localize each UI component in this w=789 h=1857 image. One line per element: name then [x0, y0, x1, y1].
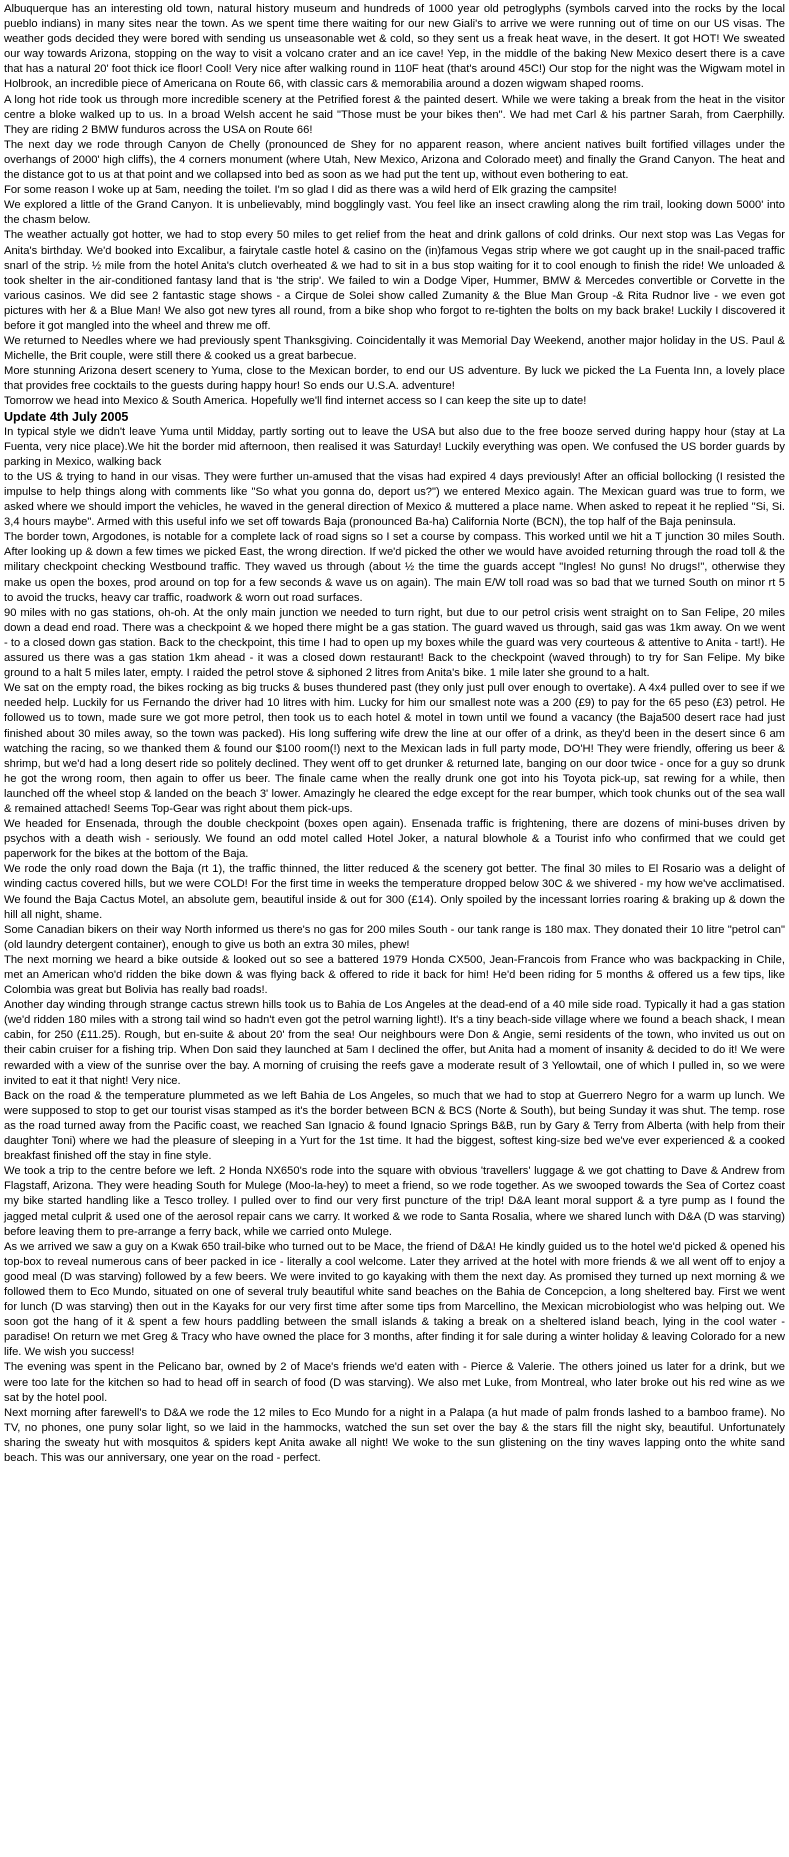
- paragraph-el-rosario: We rode the only road down the Baja (rt 1), the traffic thinned, the litter reduced & the scenery got better. The final 30 miles to El Rosario was a delight of winding cactus covered hills, but we were COLD! For the first time in weeks the temperature dropped below 30C & we shivered - my how we've acclimatised. We found the Baja Cactus Motel, an absolute gem, beautiful inside & out for 300 (£14). Only spoiled by the incessant lorries roaring & braking up & down the hill all night, shame.: [4, 863, 785, 921]
- paragraph-puncture: We took a trip to the centre before we left. 2 Honda NX650's rode into the square with obvious 'travellers' luggage & we got chatting to Dave & Andrew from Flagstaff, Arizona. They were heading South for Mulege (Moo-la-hey) to meet a friend, so we rode together. As we swooped towards the Sea of Cortez coast my bike started handling like a Tesco trolley. I pulled over to find our very first puncture of the trip! D&A leant moral support & a tyre pump as I found the jagged metal culprit & used one of the aerosol repair cans we carry. It worked & we rode to Santa Rosalia, where we shared lunch with D&A (D was starving) before leaving them to pre-arrange a ferry back, while we carried onto Mulege.: [4, 1165, 785, 1238]
- paragraph-palapa: Next morning after farewell's to D&A we rode the 12 miles to Eco Mundo for a night in a Palapa (a hut made of palm fronds lashed to a bamboo frame). No TV, no phones, one puny solar light, so we laid in the hammocks, watched the sun set over the bay & the stars fill the night sky, beautiful. Unfortunately sharing the sweaty hut with mosquitos & spiders kept Anita awake all night! We woke to the sun glistening on the tiny waves lapping onto the white sand beach. This was our anniversary, one year on the road - perfect.: [4, 1406, 785, 1464]
- paragraph-ensenada: We headed for Ensenada, through the double checkpoint (boxes open again). Ensenada traffic is frightening, there are dozens of mini-buses driven by psychos with a death wish - seriously. We found an odd motel called Hotel Joker, a natural blowhole & a Tourist info who confirmed that we could get paperwork for the bikes at the bottom of the Baja.: [4, 818, 785, 861]
- paragraph-grand-canyon: We explored a little of the Grand Canyon. It is unbelievably, mind bogglingly vast. You feel like an insect crawling along the rim trail, looking down 5000' into the chasm below.: [4, 199, 785, 227]
- paragraph-canadian-bikers: Some Canadian bikers on their way North informed us there's no gas for 200 miles South - our tank range is 180 max. They donated their 10 litre "petrol can" (old laundry detergent container), enough to give us both an extra 30 miles, phew!: [4, 923, 785, 951]
- paragraph-petrified-forest: A long hot ride took us through more incredible scenery at the Petrified forest & the painted desert. While we were taking a break from the heat in the visitor centre a bloke walked up to us. In a broad Welsh accent he said "Those must be your bikes then". We had met Carl & his partner Sarah, from Caerphilly. They are riding 2 BMW funduros across the USA on Route 66!: [4, 93, 785, 136]
- paragraph-fernando: We sat on the empty road, the bikes rocking as big trucks & buses thundered past (they only just pull over enough to overtake). A 4x4 pulled over to see if we needed help. Luckily for us Fernando the driver had 10 litres with him. Lucky for him our smallest note was a 200 (£9) to pay for the 65 peso (£3) petrol. He followed us to town, made sure we got more petrol, then took us to each hotel & motel in town until we found a vacancy (the Baja500 desert race had just finished about 30 miles away, so the town was packed). His long suffering wife drew the line at our offer of a drink, as they'd been in the desert since 6 am watching the racing, so we thanked them & found our $100 room(!) next to the Mexican lads in full party mode, DO'H! They were friendly, offering us beer & shrimp, but we'd had a long desert ride so politely declined. They went off to get drunker & returned late, banging on our door twice - once for a guy so drunk he got the wrong room, then again to offer us beer. The finale came when the really drunk one got into his Toyota pick-up, sat rewing for a while, then launched off the wheel stop & landed on the beach 3' lower. Amazingly he cleared the edge except for the rear bumper, which took chunks out of the sea wall & remained attached! Seems Top-Gear was right about them pick-ups.: [4, 682, 785, 815]
- paragraph-elk: For some reason I woke up at 5am, needing the toilet. I'm so glad I did as there was a wild herd of Elk grazing the campsite!: [4, 184, 617, 197]
- update-heading: Update 4th July 2005: [4, 409, 129, 424]
- paragraph-argodones: The border town, Argodones, is notable for a complete lack of road signs so I set a course by compass. This worked until we hit a T junction 30 miles South. After looking up & down a few times we picked East, the wrong direction. If we'd picked the other we would have avoided returning through the road toll & the military checkpoint checking Westbound traffic. They waved us through (about ½ the time the guards accept "Ingles! No guns! No drugs!", otherwise they make us open the boxes, prod around on top for a few seconds & wave us on again). The main E/W toll road was so bad that we turned South on minor rt 5 to avoid the trucks, heavy car traffic, roadwork & worn out road surfaces.: [4, 531, 785, 604]
- paragraph-albuquerque: Albuquerque has an interesting old town, natural history museum and hundreds of 1000 year old petroglyphs (symbols carved into the rocks by the local pueblo indians) in many sites near the town. As we spent time there waiting for our new Giali's to arrive we were running out of time on our US visas. The weather gods decided they were bored with sending us unseasonable wet & cold, so they sent us a freak heat wave, in the desert. It got HOT! We sweated our way towards Arizona, stopping on the way to visit a volcano crater and an ice cave! Yep, in the middle of the baking New Mexico desert there is a cave that has a natural 20' foot thick ice floor! Cool! Very nice after walking round in 110F heat (that's around 45C!) Our stop for the night was the Wigwam motel in Holbrook, an incredible piece of Americana on Route 66, with classic cars & memorabilia around a dozen wigwam shaped rooms.: [4, 3, 785, 91]
- paragraph-tomorrow: Tomorrow we head into Mexico & South America. Hopefully we'll find internet access so I can keep the site up to date!: [4, 395, 587, 408]
- paragraph-needles: We returned to Needles where we had previously spent Thanksgiving. Coincidentally it was Memorial Day Weekend, another major holiday in the US. Paul & Michelle, the Brit couple, were still there & cooked us a great barbecue.: [4, 335, 785, 363]
- paragraph-mulege: As we arrived we saw a guy on a Kwak 650 trail-bike who turned out to be Mace, the friend of D&A! He kindly guided us to the hotel we'd picked & opened his top-box to reveal numerous cans of beer packed in ice - literally a cool welcome. Later they arrived at the hotel with more friends & we all went off to enjoy a good meal (D was starving) followed by a few beers. We were invited to go kayaking with them the next day. As promised they turned up next morning & we followed them to Eco Mundo, situated on one of several truly beautiful white sand beaches on the Bahia de Concepcion, a long sheltered bay. First we went for lunch (D was starving) then out in the Kayaks for our very first time after some tips from Marcellino, the Mexican microbiologist who was helping out. We soon got the hang of it & spent a few hours paddling between the small islands & taking a break on a sheltered island beach, lying in the cool water - paradise! On return we met Greg & Tracy who have owned the place for 3 months, after finding it for sale during a winter holiday & leaving Colorado for a new life. We wish you success!: [4, 1240, 785, 1359]
- paragraph-bahia-de-los-angeles: Another day winding through strange cactus strewn hills took us to Bahia de Los Angeles at the dead-end of a 40 mile side road. Typically it had a gas station (we'd ridden 180 miles with a strong tail wind so hadn't even got the petrol warning light!). It's a tiny beach-side village where we found a beach shack, I mean cabin, for 250 (£11.25). Rough, but en-suite & about 20' from the sea! Our neighbours were Don & Angie, semi residents of the town, who invited us out on their cabin cruiser for a fishing trip. When Don said they launched at 5am I declined the offer, but Anita had a moment of insanity & decided to do it! We were rewarded with a view of the sunrise over the bay. A morning of cruising the reefs gave a moderate result of 3 Yellowtail, one of which I pulled in, so we were invited to eat it that night! Very nice.: [4, 999, 785, 1087]
- paragraph-visas: to the US & trying to hand in our visas. They were further un-amused that the visas had expired 4 days previously! After an official bollocking (I resisted the impulse to help things along with comments like "So what you gonna do, deport us?") we entered Mexico again. The Mexican guard was true to form, we asked where we should import the vehicles, he waved in the general direction of Mexico & muttered a place name. When asked to repeat it he replied "Si, Si. 3,4 hours maybe". Armed with this useful info we set off towards Baja (pronounced Ba-ha) California Norte (BCN), the top half of the Baja peninsula.: [4, 470, 785, 529]
- paragraph-canyon-de-chelly: The next day we rode through Canyon de Chelly (pronounced de Shey for no apparent reason, where ancient natives built fortified villages under the overhangs of 2000' high cliffs), the 4 corners monument (where Utah, New Mexico, Arizona and Colorado meet) and finally the Grand Canyon. The heat and the distance got to us at that point and we collapsed into bed as soon as we had put the tent up, without even bothering to eat.: [4, 138, 785, 182]
- paragraph-yuma: More stunning Arizona desert scenery to Yuma, close to the Mexican border, to end our US adventure. By luck we picked the La Fuenta Inn, a lovely place that provides free cocktails to the guests during happy hour! So ends our U.S.A. adventure!: [4, 365, 785, 393]
- paragraph-leaving-yuma: In typical style we didn't leave Yuma until Midday, partly sorting out to leave the USA but also due to the free booze served during happy hour (stay at La Fuenta, very nice place).We hit the border mid afternoon, then realised it was Saturday! Luckily everything was open. We confused the US border guards by parking in Mexico, walking back: [4, 425, 785, 468]
- paragraph-las-vegas: The weather actually got hotter, we had to stop every 50 miles to get relief from the heat and drink gallons of cold drinks. Our next stop was Las Vegas for Anita's birthday. We'd booked into Excalibur, a fairytale castle hotel & casino on the (in)famous Vegas strip where we got caught up in the snail-paced traffic snarl of the strip. ½ mile from the hotel Anita's clutch overheated & we had to sit in a bus stop waiting for it to cool enough to finish the ride! We unloaded & took shelter in the air-conditioned fantasy land that is 'the strip'. We failed to win a Dodge Viper, Hummer, BMW & Mercedes convertible or Corvette in the various casinos. We did see 2 fantastic stage shows - a Cirque de Solei show called Zumanity & the Blue Man Group -& Rita Rudnor live - we even got pictures with her & a Blue Man! We also got new tyres all round, from a bike shop who forgot to re-tighten the bolts on my back brake! Luckily I discovered it before it got mangled into the wheel and threw me off.: [4, 229, 785, 332]
- paragraph-san-ignacio: Back on the road & the temperature plummeted as we left Bahia de Los Angeles, so much that we had to stop at Guerrero Negro for a warm up lunch. We were supposed to stop to get our tourist visas stamped as it's the border between BCN & BCS (Norte & South), but being Sunday it was shut. The temp. rose as the road turned away from the Pacific coast, we reached San Ignacio & found Ignacio Springs B&B, run by Gary & Terry from Alberta (with help from their daughter Toni) where we had the pleasure of sleeping in a Yurt for the 1st time. It had the biggest, softest king-size bed we've ever experienced & a cooked breakfast finished off the stay in fine style.: [4, 1089, 785, 1163]
- paragraph-no-gas: 90 miles with no gas stations, oh-oh. At the only main junction we needed to turn right, but due to our petrol crisis went straight on to San Felipe, 20 miles down a dead end road. There was a checkpoint & we hoped there might be a gas station. The guard waved us through, said gas was 1km away. On we went - to a closed down gas station. Back to the checkpoint, this time I had to open up my boxes while the guard was very courteous & attentive to Anita - tart!). He assured us there was a gas station 1km ahead - it was a closed down restaurant! Back to the checkpoint (waved through) to try for San Felipe. My bike ground to a halt 5 miles later, empty. I raided the petrol stove & siphoned 2 litres from Anita's bike. 1 mile later she ground to a halt.: [4, 606, 785, 680]
- paragraph-pelicano-bar: The evening was spent in the Pelicano bar, owned by 2 of Mace's friends we'd eaten with - Pierce & Valerie. The others joined us later for a drink, but we were too late for the kitchen so had to head off in search of food (D was starving). We also met Luke, from Montreal, who later broke out his red wine as we sat by the hotel pool.: [4, 1361, 785, 1404]
- paragraph-jean-francois: The next morning we heard a bike outside & looked out so see a battered 1979 Honda CX500, Jean-Francois from France who was backpacking in Chile, met an American who'd ridden the bike down & was flying back & offered to ride it back for him! He'd been riding for 5 months & offered us a few tips, like Colombia was great but Bolivia has really bad roads!.: [4, 953, 785, 997]
